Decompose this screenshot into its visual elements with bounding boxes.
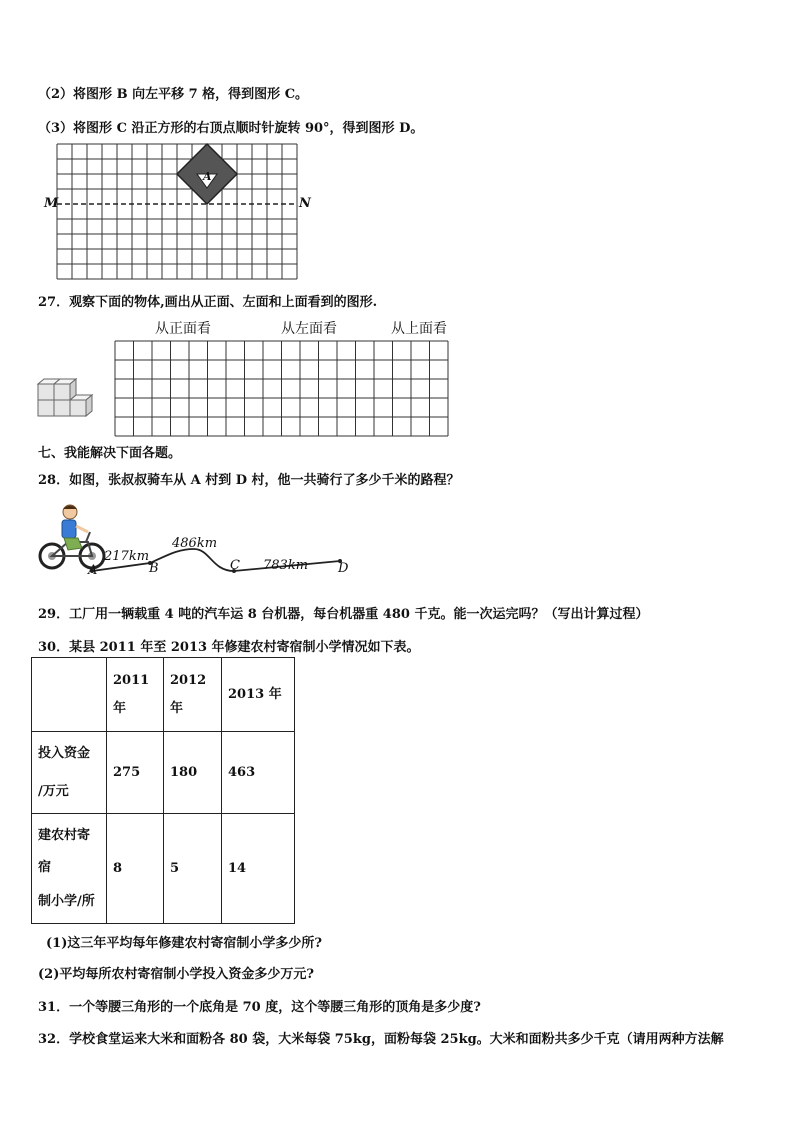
table-row-label-schools: 建农村寄 宿 制小学/所 [32,814,107,924]
question-26-part-2: （2）将图形 B 向左平移 7 格，得到图形 C。 [38,87,309,102]
table-header-2012: 2012 年 [164,658,222,732]
route-dist-cd: 783km [263,558,309,573]
table-header-2011: 2011 年 [107,658,164,732]
line-label-m: M [44,196,59,211]
table-cell: 8 [107,814,164,924]
route-point-a: A [88,563,98,578]
question-30-part-2: (2)平均每所农村寄宿制小学投入资金多少万元? [38,967,314,982]
question-27: 27．观察下面的物体,画出从正面、左面和上面看到的图形. [38,295,378,310]
table-row-label-funds: 投入资金 /万元 [32,732,107,814]
question-26-part-3: （3）将图形 C 沿正方形的右顶点顺时针旋转 90°，得到图形 D。 [38,121,424,136]
question-30: 30．某县 2011 年至 2013 年修建农村寄宿制小学情况如下表。 [38,640,420,655]
route-dist-ab: 217km [104,549,150,564]
line-label-n: N [299,196,311,211]
section-7-heading: 七、我能解决下面各题。 [38,446,182,461]
table-cell: 180 [164,732,222,814]
view-label-front: 从正面看 [155,321,211,337]
route-dist-bc: 486km [172,536,218,551]
table-header-2013: 2013 年 [222,658,295,732]
view-label-left: 从左面看 [281,321,337,337]
table-cell: 275 [107,732,164,814]
question-28: 28．如图，张叔叔骑车从 A 村到 D 村，他一共骑行了多少千米的路程？ [38,473,460,488]
question-29: 29．工厂用一辆载重 4 吨的汽车运 8 台机器，每台机器重 480 千克。能一次运完吗？（写出计算过程） [38,607,649,622]
route-point-c: C [230,558,240,573]
grid-figure-transformation [57,144,297,279]
cube-object-drawing [36,378,92,422]
table-cell: 14 [222,814,295,924]
table-cell: 463 [222,732,295,814]
table-header-empty [32,658,107,732]
question-32: 32．学校食堂运来大米和面粉各 80 袋，大米每袋 75kg，面粉每袋 25kg。大米和面粉共多少千克（请用两种方法解 [38,1032,724,1047]
grid-label-a: A [203,170,212,183]
route-point-d: D [338,561,349,576]
views-drawing-grid [115,341,448,436]
question-31: 31．一个等腰三角形的一个底角是 70 度，这个等腰三角形的顶角是多少度? [38,1000,481,1015]
school-data-table [31,657,295,924]
route-point-b: B [149,561,159,576]
view-label-top: 从上面看 [391,321,447,337]
table-cell: 5 [164,814,222,924]
question-30-part-1: (1)这三年平均每年修建农村寄宿制小学多少所? [46,936,322,951]
